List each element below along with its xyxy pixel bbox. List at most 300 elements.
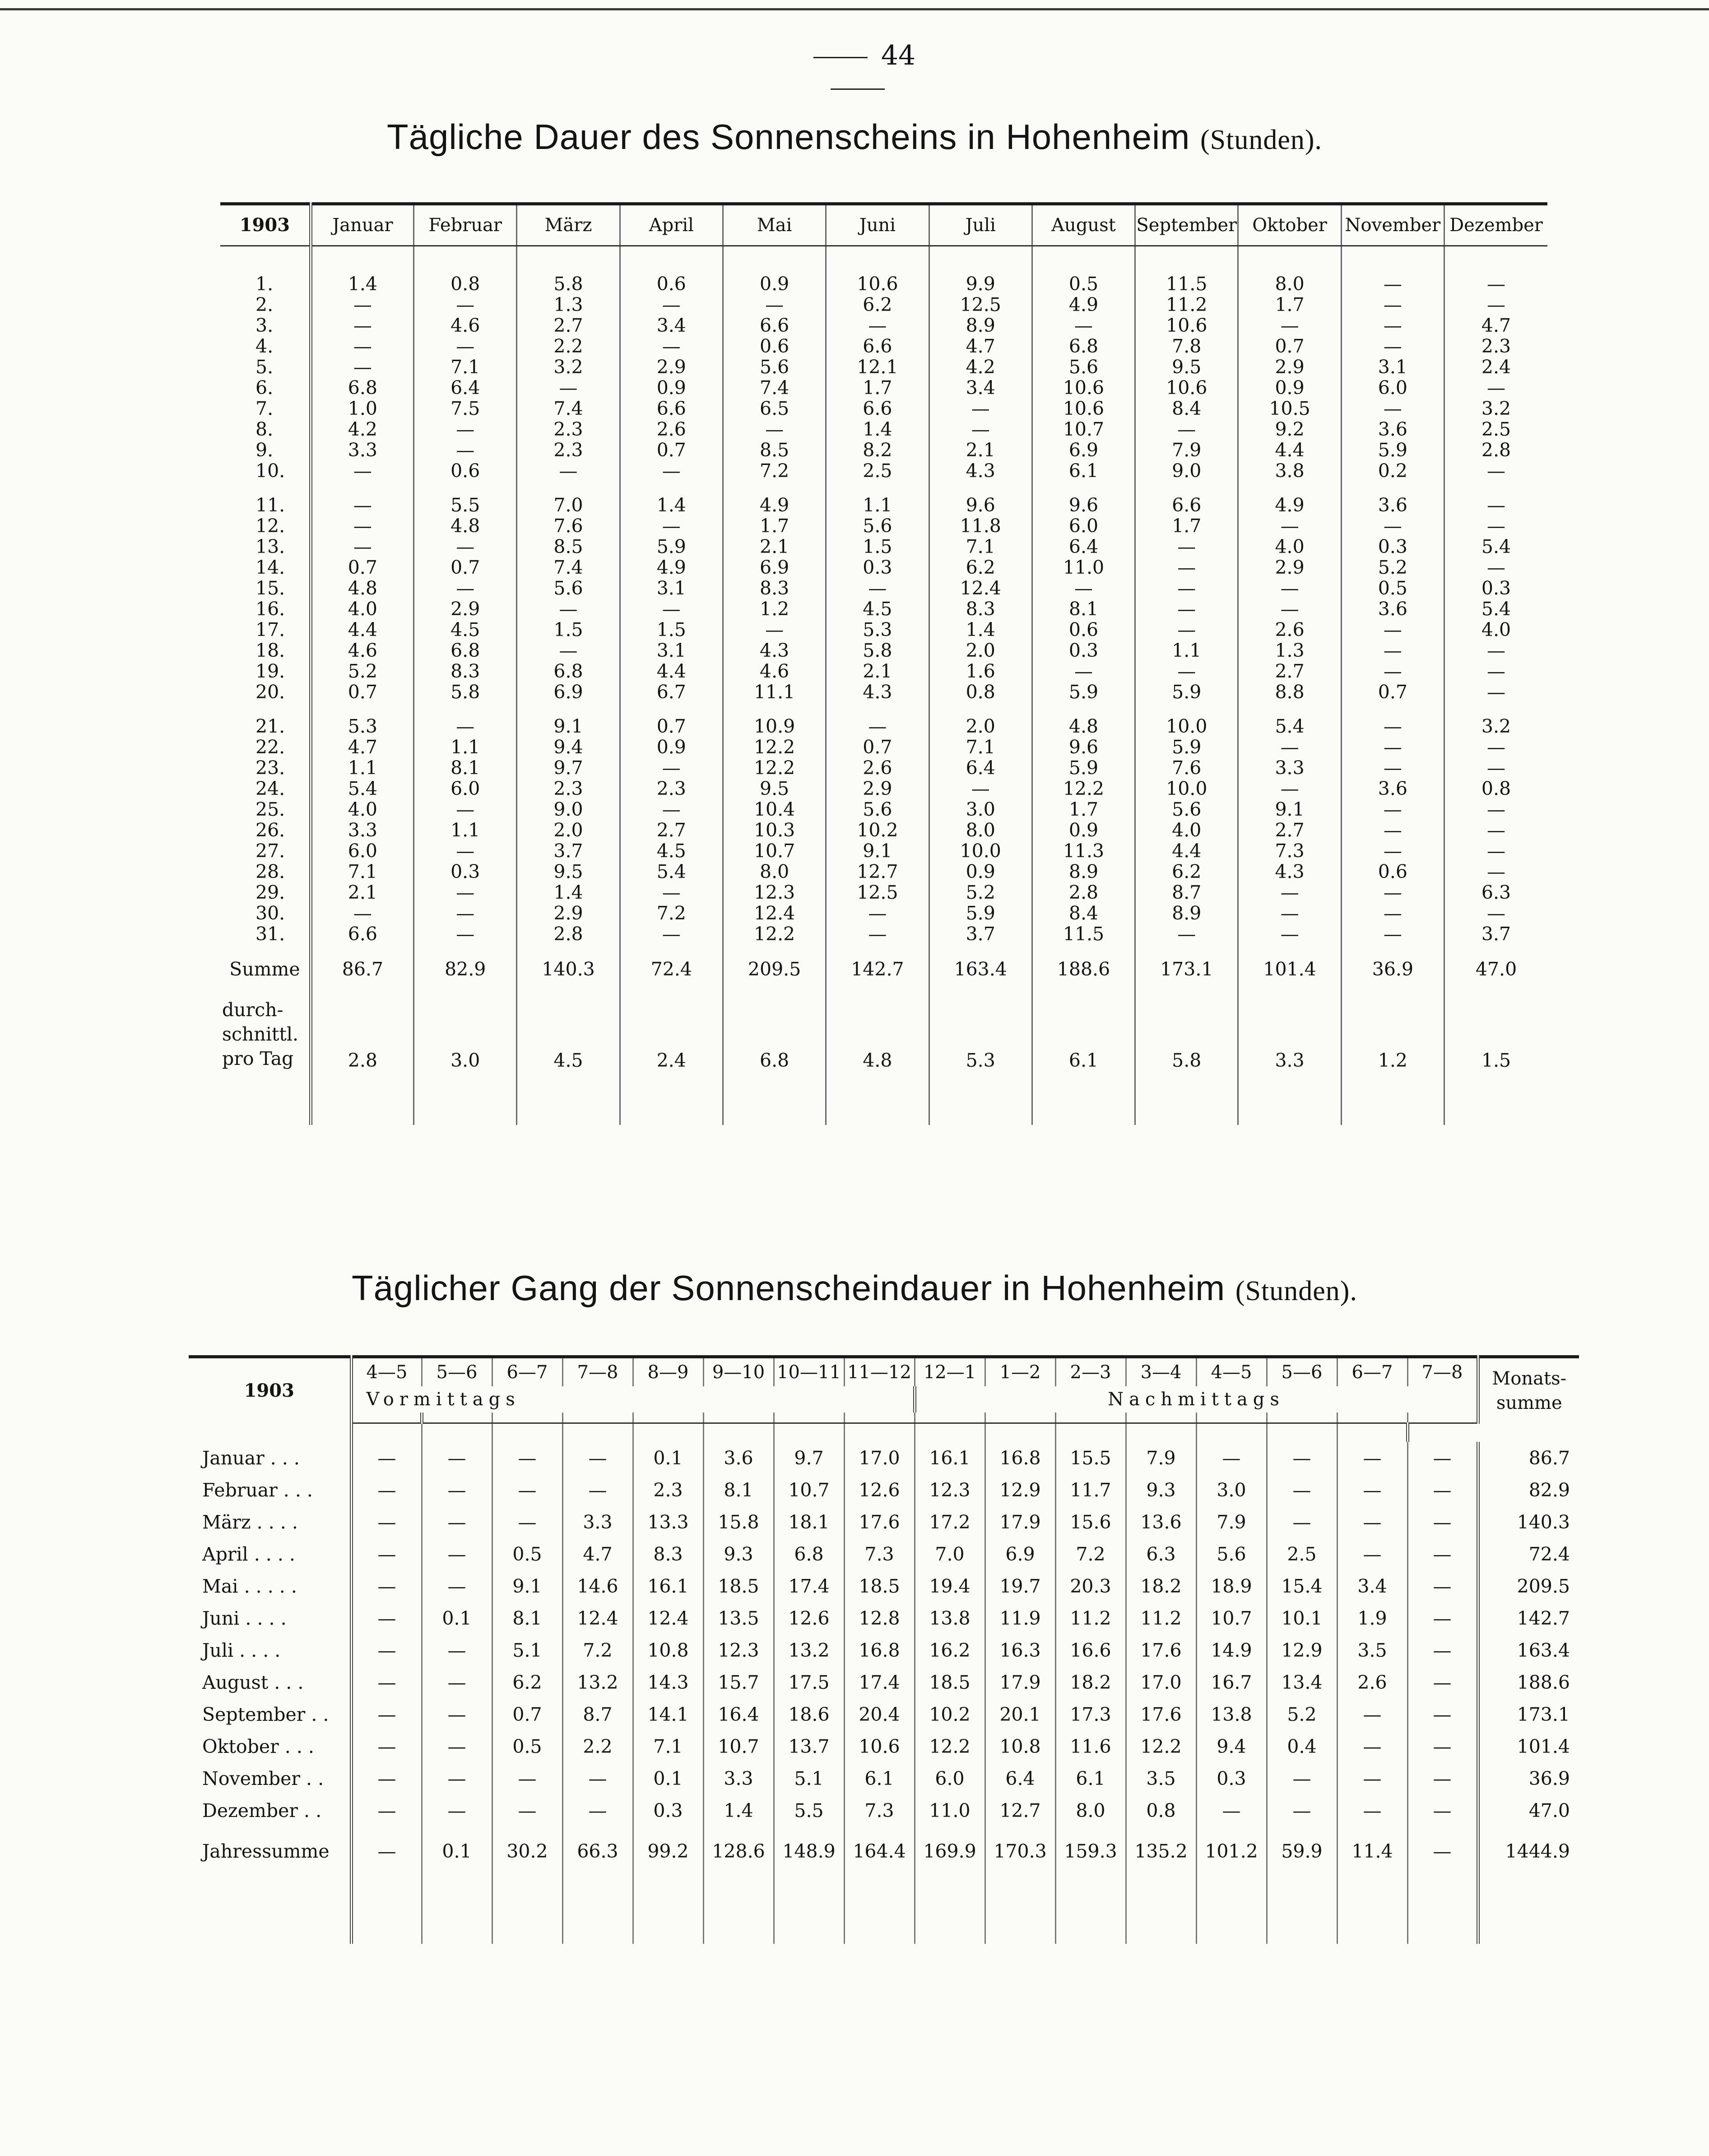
hourly-value: 8.3 (633, 1538, 703, 1570)
sunshine-value: 9.0 (1135, 460, 1238, 481)
sunshine-value: 5.9 (1341, 440, 1444, 460)
sunshine-value: 4.0 (311, 799, 413, 820)
spacer-cell (311, 481, 413, 495)
sunshine-value: 7.5 (414, 398, 517, 419)
day-row (220, 336, 1547, 357)
hourly-value: 10.7 (703, 1730, 774, 1762)
hourly-value: 0.7 (492, 1698, 562, 1730)
monthly-sum-header-line: summe (1496, 1392, 1562, 1413)
spacer-cell (1337, 1876, 1407, 1944)
hourly-value: 13.2 (562, 1666, 633, 1698)
hourly-value: 9.7 (774, 1442, 844, 1474)
hourly-value: — (1196, 1442, 1267, 1474)
hourly-value: — (1337, 1442, 1407, 1474)
sunshine-value: 11.2 (1135, 294, 1238, 315)
sunshine-value: 9.2 (1238, 419, 1341, 440)
sunshine-value: 3.0 (929, 799, 1032, 820)
sunshine-value: 10.3 (723, 820, 826, 841)
spacer-cell (351, 1413, 422, 1423)
spacer-cell (985, 1423, 1055, 1442)
spacer-cell (517, 481, 620, 495)
spacer-cell (633, 1876, 703, 1944)
spacer-cell (220, 702, 311, 716)
sunshine-value: 4.3 (1238, 861, 1341, 882)
sunshine-value: — (1238, 903, 1341, 924)
month-label: Mai . . . . . (189, 1570, 351, 1602)
sunshine-value: — (826, 716, 929, 737)
hourly-value: — (562, 1442, 633, 1474)
sunshine-value: 12.2 (723, 757, 826, 778)
day-row (220, 460, 1547, 481)
sunshine-value: 4.7 (1444, 315, 1547, 336)
sunshine-value: 5.6 (517, 578, 620, 599)
hourly-value: — (351, 1506, 422, 1538)
hourly-value: 6.0 (915, 1762, 985, 1794)
daily-average: 3.3 (1238, 994, 1341, 1084)
sunshine-value: — (311, 460, 413, 481)
hour-header: 4—5 (1196, 1357, 1267, 1387)
sunshine-value: — (929, 419, 1032, 440)
sunshine-value: — (311, 294, 413, 315)
sunshine-value: — (1238, 315, 1341, 336)
hourly-value: 17.5 (774, 1666, 844, 1698)
day-row (220, 274, 1547, 294)
sunshine-value: 2.3 (1444, 336, 1547, 357)
hourly-value: — (422, 1538, 492, 1570)
sunshine-value: — (1444, 294, 1547, 315)
page-number: 44 (767, 40, 948, 103)
sunshine-value: — (929, 778, 1032, 799)
sunshine-value: 5.3 (826, 619, 929, 640)
sunshine-value: 3.1 (620, 640, 723, 661)
hourly-value: — (422, 1634, 492, 1666)
month-row (189, 1666, 1579, 1698)
sunshine-value: 9.7 (517, 757, 620, 778)
sunshine-value: 10.7 (723, 841, 826, 861)
sunshine-value: 2.9 (1238, 357, 1341, 377)
sunshine-value: 6.3 (1444, 882, 1547, 903)
sunshine-value: 9.6 (1032, 495, 1135, 516)
annual-hour-sum: 164.4 (844, 1826, 915, 1876)
day-row (220, 882, 1547, 903)
sunshine-value: 3.4 (620, 315, 723, 336)
spacer-cell (929, 1084, 1032, 1125)
sunshine-value: 1.1 (1135, 640, 1238, 661)
sunshine-value: 4.7 (311, 737, 413, 757)
sunshine-value: 7.6 (517, 516, 620, 536)
annual-hour-sum: 59.9 (1267, 1826, 1337, 1876)
hourly-value: 0.8 (1126, 1794, 1196, 1826)
sunshine-value: — (1135, 557, 1238, 578)
sunshine-value: — (1444, 757, 1547, 778)
monthly-sum-header (1478, 1357, 1579, 1423)
sunshine-value: 9.5 (1135, 357, 1238, 377)
hourly-value: 11.6 (1055, 1730, 1126, 1762)
sunshine-value: 1.1 (414, 820, 517, 841)
sunshine-value: — (517, 640, 620, 661)
hourly-value: 12.4 (562, 1602, 633, 1634)
sunshine-value: 6.7 (620, 682, 723, 702)
hourly-value: — (1337, 1762, 1407, 1794)
sunshine-value: — (723, 419, 826, 440)
sunshine-value: 6.6 (723, 315, 826, 336)
annual-sum-label: Jahressumme (189, 1826, 351, 1876)
sunshine-value: — (1444, 640, 1547, 661)
sunshine-value: 7.2 (723, 460, 826, 481)
hourly-value: — (492, 1474, 562, 1506)
sunshine-value: 1.2 (723, 599, 826, 619)
spacer-cell (826, 1084, 929, 1125)
month-row (189, 1762, 1579, 1794)
sunshine-value: — (1341, 398, 1444, 419)
sunshine-value: 10.2 (826, 820, 929, 841)
day-row (220, 640, 1547, 661)
sunshine-value: 6.0 (1032, 516, 1135, 536)
spacer-cell (1238, 1084, 1341, 1125)
sunshine-value: 9.0 (517, 799, 620, 820)
header-bottom-row (189, 1413, 1579, 1423)
sunshine-value: 3.1 (1341, 357, 1444, 377)
sunshine-value: 6.6 (1135, 495, 1238, 516)
sunshine-value: 2.3 (517, 778, 620, 799)
sunshine-value: 0.7 (414, 557, 517, 578)
hourly-value: 13.8 (1196, 1698, 1267, 1730)
daily-average: 2.4 (620, 994, 723, 1084)
hourly-value: — (1407, 1666, 1478, 1698)
spacer-cell (633, 1413, 703, 1423)
hourly-value: 16.8 (844, 1634, 915, 1666)
hourly-value: 0.4 (1267, 1730, 1337, 1762)
sunshine-value: — (1444, 841, 1547, 861)
sunshine-value: — (1444, 903, 1547, 924)
spacer-cell (985, 1876, 1055, 1944)
spacer-cell (1341, 702, 1444, 716)
spacer-cell (189, 1876, 351, 1944)
sunshine-value: 2.8 (1444, 440, 1547, 460)
hourly-value: 3.4 (1337, 1570, 1407, 1602)
sunshine-value: — (1032, 661, 1135, 682)
sunshine-value: — (620, 924, 723, 944)
spacer-cell (220, 246, 311, 274)
sunshine-value: 0.3 (1032, 640, 1135, 661)
hourly-value: 17.6 (1126, 1698, 1196, 1730)
sunshine-value: 10.0 (929, 841, 1032, 861)
spacer-cell (1444, 481, 1547, 495)
sunshine-value: 1.5 (826, 536, 929, 557)
month-header: Februar (414, 204, 517, 246)
sunshine-value: 0.7 (311, 682, 413, 702)
daily-average: 1.2 (1341, 994, 1444, 1084)
sunshine-value: — (1238, 882, 1341, 903)
spacer-row (220, 246, 1547, 274)
hourly-value: — (422, 1666, 492, 1698)
hourly-value: 7.2 (1055, 1538, 1126, 1570)
day-row (220, 757, 1547, 778)
sunshine-value: 3.2 (1444, 716, 1547, 737)
hourly-value: 9.3 (703, 1538, 774, 1570)
sunshine-value: 6.2 (826, 294, 929, 315)
month-total: 188.6 (1478, 1666, 1579, 1698)
daily-sunshine-table (220, 202, 1547, 1125)
spacer-cell (1055, 1423, 1126, 1442)
hourly-value: — (422, 1794, 492, 1826)
month-total: 36.9 (1478, 1762, 1579, 1794)
sunshine-value: 0.6 (723, 336, 826, 357)
hourly-value: 6.8 (774, 1538, 844, 1570)
hourly-value: 7.3 (844, 1538, 915, 1570)
sunshine-value: 1.4 (620, 495, 723, 516)
hourly-value: 15.6 (1055, 1506, 1126, 1538)
sunshine-value: — (620, 294, 723, 315)
sunshine-value: — (311, 357, 413, 377)
sunshine-value: 4.9 (723, 495, 826, 516)
hourly-value: 15.4 (1267, 1570, 1337, 1602)
sunshine-value: 6.4 (1032, 536, 1135, 557)
spacer-cell (915, 1876, 985, 1944)
month-total: 82.9 (1478, 1474, 1579, 1506)
spacer-cell (1032, 1084, 1135, 1125)
hourly-value: — (492, 1506, 562, 1538)
hourly-value: 10.7 (774, 1474, 844, 1506)
hourly-value: 11.2 (1055, 1602, 1126, 1634)
hourly-value: 11.9 (985, 1602, 1055, 1634)
sunshine-value: — (1444, 820, 1547, 841)
hourly-value: 5.1 (774, 1762, 844, 1794)
sunshine-value: — (826, 315, 929, 336)
hourly-value: 18.2 (1055, 1666, 1126, 1698)
hourly-value: 18.6 (774, 1698, 844, 1730)
sunshine-value: — (1444, 495, 1547, 516)
hourly-value: — (1337, 1538, 1407, 1570)
sunshine-value: 4.8 (414, 516, 517, 536)
spacer-cell (1407, 1876, 1478, 1944)
sunshine-value: 7.6 (1135, 757, 1238, 778)
sunshine-value: — (1444, 661, 1547, 682)
hourly-value: 11.7 (1055, 1474, 1126, 1506)
sunshine-value: 0.9 (1238, 377, 1341, 398)
hourly-value: — (1337, 1474, 1407, 1506)
spacer-cell (311, 1084, 413, 1125)
month-row (189, 1442, 1579, 1474)
hour-header: 4—5 (351, 1357, 422, 1387)
day-row (220, 841, 1547, 861)
spacer-cell (929, 481, 1032, 495)
spacer-cell (1341, 1084, 1444, 1125)
sunshine-value: 1.4 (311, 274, 413, 294)
sunshine-value: 0.9 (620, 377, 723, 398)
month-header: August (1032, 204, 1135, 246)
sunshine-value: 9.1 (517, 716, 620, 737)
sunshine-value: 4.2 (311, 419, 413, 440)
hour-header: 5—6 (1267, 1357, 1337, 1387)
month-sum: 47.0 (1444, 944, 1547, 994)
sunshine-value: 0.5 (1032, 274, 1135, 294)
sunshine-value: 2.9 (414, 599, 517, 619)
spacer-cell (422, 1423, 492, 1442)
sunshine-value: — (517, 599, 620, 619)
hourly-value: — (1337, 1506, 1407, 1538)
hour-header: 7—8 (562, 1357, 633, 1387)
annual-total: 1444.9 (1478, 1826, 1579, 1876)
hourly-value: — (1407, 1570, 1478, 1602)
day-label: 8. (220, 419, 311, 440)
sunshine-value: 8.0 (723, 861, 826, 882)
sunshine-value: 6.6 (826, 336, 929, 357)
hourly-value: 5.2 (1267, 1698, 1337, 1730)
hourly-value: 14.1 (633, 1698, 703, 1730)
spacer-cell (844, 1876, 915, 1944)
hourly-value: 20.3 (1055, 1570, 1126, 1602)
hourly-value: — (351, 1666, 422, 1698)
sunshine-value: 6.9 (723, 557, 826, 578)
sunshine-value: 3.3 (1238, 757, 1341, 778)
month-label: Juli . . . . (189, 1634, 351, 1666)
month-total: 47.0 (1478, 1794, 1579, 1826)
sunshine-value: 7.1 (929, 737, 1032, 757)
hourly-value: 5.1 (492, 1634, 562, 1666)
average-label (220, 994, 311, 1084)
decade-separator (220, 481, 1547, 495)
sunshine-value: 1.5 (620, 619, 723, 640)
hourly-value: — (1337, 1794, 1407, 1826)
sunshine-value: 8.3 (414, 661, 517, 682)
hourly-value: 6.4 (985, 1762, 1055, 1794)
sunshine-value: 8.9 (1032, 861, 1135, 882)
hourly-value: — (351, 1602, 422, 1634)
day-label: 22. (220, 737, 311, 757)
month-total: 163.4 (1478, 1634, 1579, 1666)
day-label: 11. (220, 495, 311, 516)
sunshine-value: 3.3 (311, 820, 413, 841)
day-label: 20. (220, 682, 311, 702)
day-row (220, 294, 1547, 315)
sunshine-value: 12.4 (929, 578, 1032, 599)
hourly-value: 3.3 (562, 1506, 633, 1538)
table1-title (0, 116, 1709, 158)
day-row (220, 398, 1547, 419)
spacer-cell (1341, 481, 1444, 495)
hourly-value: 15.5 (1055, 1442, 1126, 1474)
sunshine-value: 2.0 (929, 640, 1032, 661)
hourly-value: 18.5 (844, 1570, 915, 1602)
hourly-value: — (1407, 1762, 1478, 1794)
sunshine-value: — (1444, 377, 1547, 398)
spacer-cell (723, 481, 826, 495)
sunshine-value: 2.7 (1238, 820, 1341, 841)
day-row (220, 536, 1547, 557)
sunshine-value: 12.5 (826, 882, 929, 903)
month-sum: 163.4 (929, 944, 1032, 994)
hour-header: 8—9 (633, 1357, 703, 1387)
hourly-value: 10.8 (633, 1634, 703, 1666)
sunshine-value: 5.3 (311, 716, 413, 737)
hourly-value: 7.0 (915, 1538, 985, 1570)
sunshine-value: 10.0 (1135, 778, 1238, 799)
hourly-value: 13.7 (774, 1730, 844, 1762)
spacer-cell (723, 1084, 826, 1125)
hourly-value: 17.6 (844, 1506, 915, 1538)
spacer-cell (422, 1413, 492, 1423)
spacer-cell (220, 481, 311, 495)
year-header: 1903 (220, 204, 311, 246)
sunshine-value: 1.6 (929, 661, 1032, 682)
month-header: Mai (723, 204, 826, 246)
sunshine-value: — (414, 294, 517, 315)
sunshine-value: 6.4 (414, 377, 517, 398)
hourly-value: 18.9 (1196, 1570, 1267, 1602)
hourly-value: 9.3 (1126, 1474, 1196, 1506)
day-label: 29. (220, 882, 311, 903)
sunshine-value: — (620, 336, 723, 357)
hourly-value: — (1267, 1474, 1337, 1506)
sunshine-value: 5.9 (929, 903, 1032, 924)
sunshine-value: 5.6 (1032, 357, 1135, 377)
hourly-value: — (492, 1794, 562, 1826)
sunshine-value: 3.7 (517, 841, 620, 861)
month-sum: 173.1 (1135, 944, 1238, 994)
day-label: 19. (220, 661, 311, 682)
sunshine-value: 0.5 (1341, 578, 1444, 599)
hourly-value: — (492, 1442, 562, 1474)
sunshine-value: 5.9 (620, 536, 723, 557)
sunshine-value: 2.6 (1238, 619, 1341, 640)
hourly-value: 10.7 (1196, 1602, 1267, 1634)
hourly-value: 12.3 (703, 1634, 774, 1666)
sunshine-value: 2.2 (517, 336, 620, 357)
sunshine-value: 10.6 (1135, 377, 1238, 398)
sunshine-value: — (311, 536, 413, 557)
hourly-value: 0.5 (492, 1730, 562, 1762)
month-row (189, 1602, 1579, 1634)
day-label: 1. (220, 274, 311, 294)
spacer-cell (703, 1413, 774, 1423)
sunshine-value: — (1135, 661, 1238, 682)
sunshine-value: — (311, 336, 413, 357)
sunshine-value: 0.7 (1341, 682, 1444, 702)
sunshine-value: 12.2 (723, 924, 826, 944)
day-row (220, 516, 1547, 536)
sunshine-value: 8.7 (1135, 882, 1238, 903)
hourly-value: 6.1 (1055, 1762, 1126, 1794)
hourly-value: — (1337, 1730, 1407, 1762)
spacer-cell (844, 1423, 915, 1442)
day-row (220, 419, 1547, 440)
month-row (189, 1506, 1579, 1538)
sunshine-value: 9.6 (929, 495, 1032, 516)
sunshine-value: — (1238, 924, 1341, 944)
spacer-cell (1196, 1423, 1267, 1442)
spacer-cell (1135, 1084, 1238, 1125)
day-row (220, 315, 1547, 336)
month-label: November . . (189, 1762, 351, 1794)
month-label: April . . . . (189, 1538, 351, 1570)
spacer-cell (422, 1876, 492, 1944)
sunshine-value: — (1238, 737, 1341, 757)
hourly-value: 6.2 (492, 1666, 562, 1698)
annual-hour-sum: 128.6 (703, 1826, 774, 1876)
daily-average: 6.8 (723, 994, 826, 1084)
sunshine-value: — (620, 516, 723, 536)
sunshine-value: — (1444, 737, 1547, 757)
hourly-value: — (351, 1442, 422, 1474)
sunshine-value: 0.6 (1341, 861, 1444, 882)
hourly-value: 4.7 (562, 1538, 633, 1570)
sunshine-value: — (1341, 820, 1444, 841)
spacer-cell (1444, 1084, 1547, 1125)
day-label: 23. (220, 757, 311, 778)
sunshine-value: 2.6 (826, 757, 929, 778)
hourly-value: 7.2 (562, 1634, 633, 1666)
